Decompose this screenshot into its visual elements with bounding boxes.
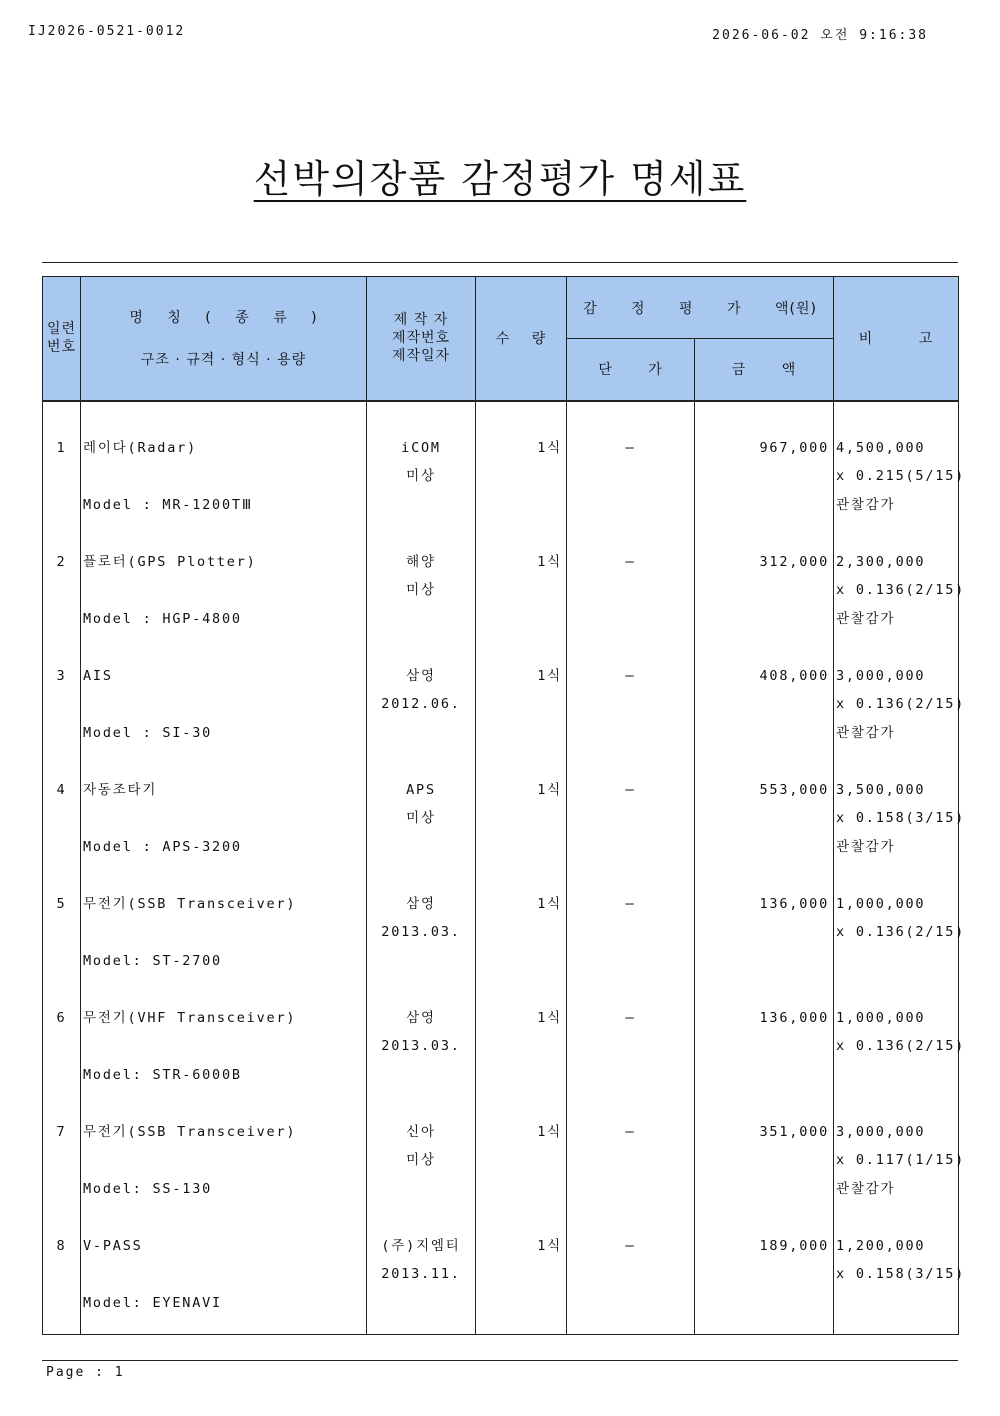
- header-serial: [43, 277, 81, 401]
- spacer: [81, 804, 366, 833]
- cell-amount: [695, 630, 834, 744]
- quantity-value: 1식: [537, 439, 562, 456]
- serial-number: 7: [56, 1123, 67, 1140]
- header-name: [81, 277, 367, 401]
- remarks-line: 1,000,000: [836, 895, 926, 912]
- header-serial-line1: 일련: [46, 321, 77, 338]
- cell-unit-price: [567, 1086, 695, 1200]
- unit-price-value: —: [625, 1123, 636, 1140]
- header-remarks: 비 고: [834, 277, 959, 401]
- cell-serial: [43, 401, 81, 516]
- cell-unit-price: [567, 858, 695, 972]
- header-quantity: 수 량: [476, 277, 567, 401]
- cell-name: [81, 401, 367, 516]
- item-name: 무전기(VHF Transceiver): [83, 1009, 297, 1026]
- cell-quantity: [476, 1086, 567, 1200]
- serial-number: 8: [56, 1237, 67, 1254]
- header-maker-line2: 제작번호: [391, 330, 451, 347]
- item-name: AIS: [83, 667, 113, 684]
- cell-maker: [367, 630, 476, 744]
- table-row: [43, 1086, 959, 1200]
- remarks-line: 3,000,000: [836, 667, 926, 684]
- header-name-line2: 구조 · 규격 · 형식 · 용량: [140, 352, 307, 369]
- cell-unit-price: [567, 972, 695, 1086]
- cell-quantity: [476, 516, 567, 630]
- cell-amount: [695, 972, 834, 1086]
- remarks-line: x 0.136(2/15): [836, 696, 966, 712]
- header-appraisal: 감 정 평 가 액(원): [567, 277, 834, 339]
- cell-serial: [43, 630, 81, 744]
- remarks-line: x 0.136(2/15): [836, 582, 966, 598]
- remarks-line: x 0.136(2/15): [836, 924, 966, 940]
- remarks-line: x 0.136(2/15): [836, 1038, 966, 1054]
- maker-name: iCOM: [401, 439, 441, 456]
- page-number: Page : 1: [46, 1365, 125, 1380]
- appraisal-table: [42, 276, 966, 1335]
- quantity-value: 1식: [537, 667, 562, 684]
- amount-value: 408,000: [759, 667, 829, 684]
- cell-unit-price: [567, 1200, 695, 1335]
- amount-value: 189,000: [759, 1237, 829, 1254]
- amount-value: 351,000: [759, 1123, 829, 1140]
- cell-serial: [43, 1086, 81, 1200]
- cell-maker: [367, 744, 476, 858]
- cell-remarks: [834, 858, 966, 972]
- cell-maker: [367, 516, 476, 630]
- header-serial-line2: 번호: [46, 339, 77, 356]
- cell-unit-price: [567, 630, 695, 744]
- item-model: Model: EYENAVI: [83, 1294, 222, 1311]
- cell-maker: [367, 1086, 476, 1200]
- unit-price-value: —: [625, 439, 636, 456]
- amount-value: 136,000: [759, 895, 829, 912]
- bottom-divider: [42, 1360, 958, 1361]
- spacer: [81, 1260, 366, 1289]
- amount-value: 553,000: [759, 781, 829, 798]
- item-model: Model: SS-130: [83, 1180, 213, 1197]
- remarks-line: 관찰감가: [836, 496, 896, 513]
- table-row: [43, 516, 959, 630]
- cell-remarks: [834, 401, 966, 516]
- maker-name: 삼영: [406, 895, 436, 912]
- quantity-value: 1식: [537, 1237, 562, 1254]
- cell-amount: [695, 516, 834, 630]
- item-model: Model: STR-6000B: [83, 1066, 242, 1083]
- cell-serial: [43, 744, 81, 858]
- cell-unit-price: [567, 401, 695, 516]
- serial-number: 5: [56, 895, 67, 912]
- cell-quantity: [476, 630, 567, 744]
- cell-remarks: [834, 1086, 966, 1200]
- cell-remarks: [834, 1200, 966, 1335]
- remarks-line: 관찰감가: [836, 724, 896, 741]
- cell-unit-price: [567, 516, 695, 630]
- cell-maker: [367, 858, 476, 972]
- header-name-line1: 명 칭 ( 종 류 ): [129, 310, 318, 327]
- header-maker: [367, 277, 476, 401]
- cell-maker: [367, 1200, 476, 1335]
- maker-name: 삼영: [406, 1009, 436, 1026]
- cell-amount: [695, 744, 834, 858]
- spacer: [81, 1032, 366, 1061]
- remarks-line: 2,300,000: [836, 553, 926, 570]
- table-header: [43, 277, 959, 401]
- amount-value: 312,000: [759, 553, 829, 570]
- cell-quantity: [476, 401, 567, 516]
- serial-number: 6: [56, 1009, 67, 1026]
- print-timestamp: 2026-06-02 오전 9:16:38: [712, 28, 928, 43]
- cell-serial: [43, 516, 81, 630]
- spacer: [81, 690, 366, 719]
- spacer: [81, 1146, 366, 1175]
- cell-serial: [43, 858, 81, 972]
- cell-name: [81, 1086, 367, 1200]
- manufacture-date: 미상: [406, 582, 436, 598]
- header-maker-line1: 제 작 자: [393, 312, 449, 329]
- cell-amount: [695, 858, 834, 972]
- amount-value: 967,000: [759, 439, 829, 456]
- page-title: [0, 148, 1000, 203]
- cell-remarks: [834, 630, 966, 744]
- remarks-line: [834, 1289, 958, 1318]
- remarks-line: 관찰감가: [836, 1180, 896, 1197]
- unit-price-value: —: [625, 667, 636, 684]
- cell-unit-price: [567, 744, 695, 858]
- unit-price-value: —: [625, 1009, 636, 1026]
- remarks-line: 1,000,000: [836, 1009, 926, 1026]
- item-name: V-PASS: [83, 1237, 143, 1254]
- cell-amount: [695, 401, 834, 516]
- manufacture-date: 2013.11.: [381, 1266, 461, 1282]
- header-amount: 금 액: [695, 339, 834, 401]
- unit-price-value: —: [625, 553, 636, 570]
- table-row: [43, 401, 959, 516]
- remarks-line: 3,000,000: [836, 1123, 926, 1140]
- spacer: [81, 576, 366, 605]
- quantity-value: 1식: [537, 895, 562, 912]
- cell-quantity: [476, 1200, 567, 1335]
- cell-remarks: [834, 972, 966, 1086]
- cell-amount: [695, 1086, 834, 1200]
- maker-name: APS: [406, 781, 436, 798]
- cell-amount: [695, 1200, 834, 1335]
- remarks-line: 관찰감가: [836, 610, 896, 627]
- unit-price-value: —: [625, 1237, 636, 1254]
- quantity-value: 1식: [537, 781, 562, 798]
- cell-quantity: [476, 972, 567, 1086]
- maker-name: 해양: [406, 553, 436, 570]
- cell-name: [81, 972, 367, 1086]
- maker-name: (주)지엠티: [381, 1237, 461, 1254]
- remarks-line: x 0.158(3/15): [836, 1266, 966, 1282]
- remarks-line: x 0.215(5/15): [836, 468, 966, 484]
- item-name: 무전기(SSB Transceiver): [83, 895, 297, 912]
- item-model: Model : SI-30: [83, 724, 213, 741]
- table-row: [43, 972, 959, 1086]
- table-body: [43, 401, 966, 1335]
- manufacture-date: 2013.03.: [381, 1038, 461, 1054]
- table-row: [43, 744, 959, 858]
- cell-serial: [43, 972, 81, 1086]
- remarks-line: 4,500,000: [836, 439, 926, 456]
- maker-name: 신아: [406, 1123, 436, 1140]
- manufacture-date: 2012.06.: [381, 696, 461, 712]
- item-name: 무전기(SSB Transceiver): [83, 1123, 297, 1140]
- cell-quantity: [476, 744, 567, 858]
- table-row: [43, 858, 959, 972]
- spacer: [81, 462, 366, 491]
- amount-value: 136,000: [759, 1009, 829, 1026]
- cell-remarks: [834, 516, 966, 630]
- serial-number: 4: [56, 781, 67, 798]
- table-row: [43, 630, 959, 744]
- item-name: 레이다(Radar): [83, 439, 198, 456]
- serial-number: 2: [56, 553, 67, 570]
- quantity-value: 1식: [537, 553, 562, 570]
- spacer: [81, 918, 366, 947]
- item-name: 자동조타기: [83, 781, 158, 798]
- quantity-value: 1식: [537, 1123, 562, 1140]
- header-unit-price: 단 가: [567, 339, 695, 401]
- cell-name: [81, 1200, 367, 1335]
- serial-number: 1: [56, 439, 67, 456]
- cell-name: [81, 516, 367, 630]
- maker-name: 삼영: [406, 667, 436, 684]
- manufacture-date: 미상: [406, 810, 436, 826]
- cell-remarks: [834, 744, 966, 858]
- cell-name: [81, 630, 367, 744]
- remarks-line: 1,200,000: [836, 1237, 926, 1254]
- remarks-line: 3,500,000: [836, 781, 926, 798]
- unit-price-value: —: [625, 781, 636, 798]
- remarks-line: x 0.158(3/15): [836, 810, 966, 826]
- item-model: Model : HGP-4800: [83, 610, 242, 627]
- remarks-line: x 0.117(1/15): [836, 1152, 966, 1168]
- serial-number: 3: [56, 667, 67, 684]
- cell-serial: [43, 1200, 81, 1335]
- cell-name: [81, 744, 367, 858]
- manufacture-date: 2013.03.: [381, 924, 461, 940]
- item-model: Model : APS-3200: [83, 838, 242, 855]
- item-name: 플로터(GPS Plotter): [83, 553, 257, 570]
- top-divider: [42, 262, 958, 263]
- manufacture-date: 미상: [406, 468, 436, 484]
- unit-price-value: —: [625, 895, 636, 912]
- item-model: Model : MR-1200TⅢ: [83, 496, 253, 513]
- cell-quantity: [476, 858, 567, 972]
- document-id: IJ2026-0521-0012: [28, 24, 186, 39]
- cell-maker: [367, 401, 476, 516]
- remarks-line: 관찰감가: [836, 838, 896, 855]
- table-row: [43, 1200, 959, 1335]
- quantity-value: 1식: [537, 1009, 562, 1026]
- cell-maker: [367, 972, 476, 1086]
- page-title-text: 선박의장품 감정평가 명세표: [253, 157, 747, 201]
- item-model: Model: ST-2700: [83, 952, 222, 969]
- manufacture-date: 미상: [406, 1152, 436, 1168]
- header-maker-line3: 제작일자: [391, 348, 451, 365]
- cell-name: [81, 858, 367, 972]
